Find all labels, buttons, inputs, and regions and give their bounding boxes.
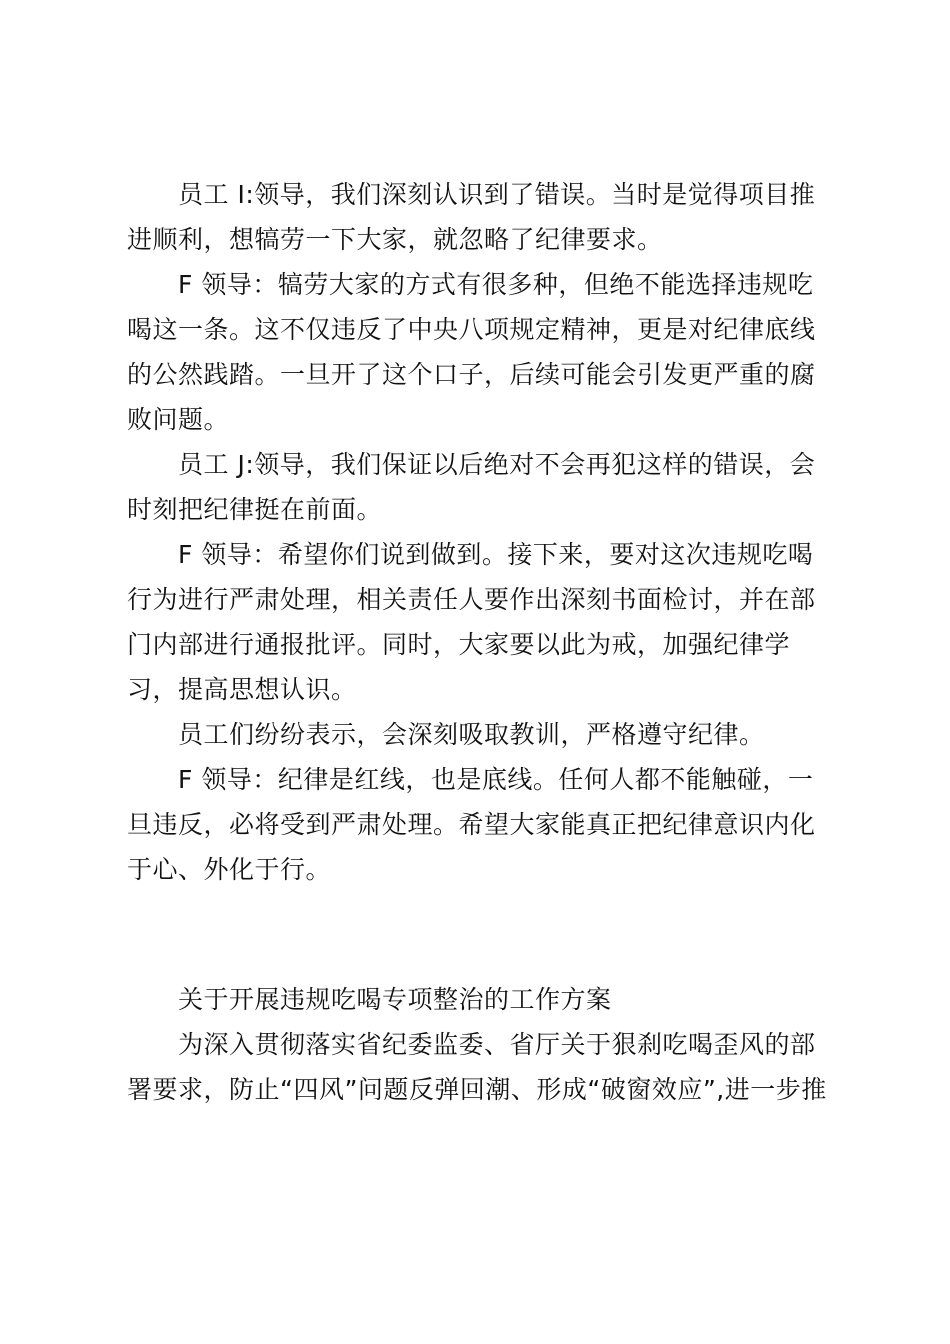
paragraph-line: 进顺利，想犒劳一下大家，就忽略了纪律要求。 [127, 225, 663, 254]
section-title: 关于开展违规吃喝专项整治的工作方案 [178, 985, 612, 1014]
paragraph-line: 习，提高思想认识。 [127, 675, 357, 704]
paragraph-line: F 领导：希望你们说到做到。接下来，要对这次违规吃喝 [178, 540, 814, 569]
paragraph-line: 员工们纷纷表示，会深刻吸取教训，严格遵守纪律。 [178, 720, 765, 749]
paragraph-line: 门内部进行通报批评。同时，大家要以此为戒，加强纪律学 [127, 630, 791, 659]
paragraph-line: 于心、外化于行。 [127, 855, 332, 884]
paragraph-line: F 领导：纪律是红线，也是底线。任何人都不能触碰，一 [178, 765, 814, 794]
paragraph-line: 员工 I:领导，我们深刻认识到了错误。当时是觉得项目推 [178, 180, 816, 209]
paragraph-line: 行为进行严肃处理，相关责任人要作出深刻书面检讨，并在部 [127, 585, 816, 614]
paragraph-line: F 领导：犒劳大家的方式有很多种，但绝不能选择违规吃 [178, 270, 814, 299]
paragraph-line: 的公然践踏。一旦开了这个口子，后续可能会引发更严重的腐 [127, 360, 816, 389]
paragraph-line: 败问题。 [127, 405, 230, 434]
paragraph-line: 员工 J:领导，我们保证以后绝对不会再犯这样的错误，会 [178, 450, 816, 479]
paragraph-line: 旦违反，必将受到严肃处理。希望大家能真正把纪律意识内化 [127, 810, 816, 839]
paragraph-line: 为深入贯彻落实省纪委监委、省厅关于狠刹吃喝歪风的部 [178, 1030, 816, 1059]
paragraph-line: 时刻把纪律挺在前面。 [127, 495, 383, 524]
paragraph-line: 喝这一条。这不仅违反了中央八项规定精神，更是对纪律底线 [127, 315, 816, 344]
paragraph-line: 署要求，防止“四风”问题反弹回潮、形成“破窗效应”,进一步推 [127, 1075, 827, 1104]
